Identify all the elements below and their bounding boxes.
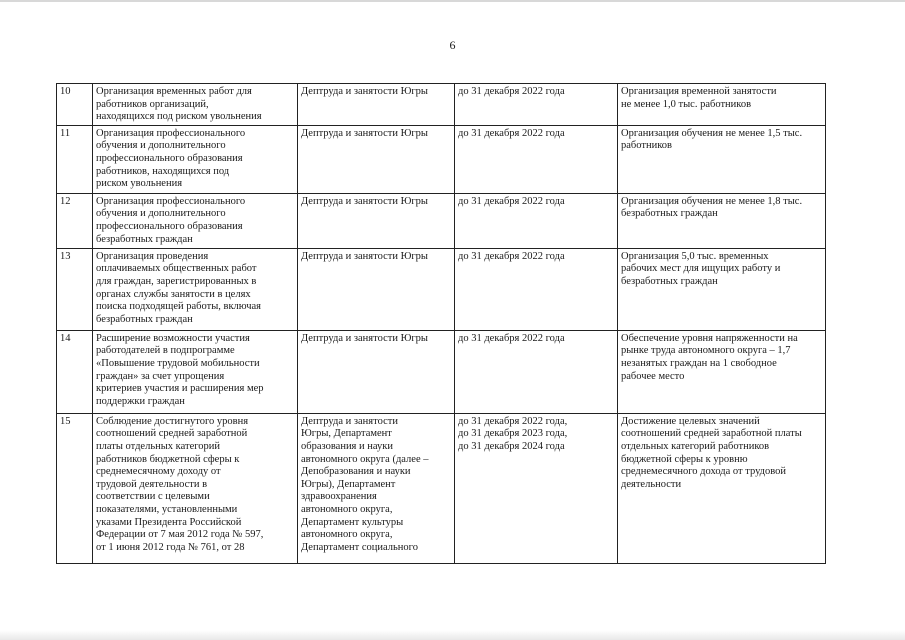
activity-cell bbox=[93, 330, 298, 413]
activity-line: Федерации от 7 мая 2012 года № 597, bbox=[96, 529, 264, 541]
result-line: деятельности bbox=[621, 478, 682, 490]
measures-table bbox=[56, 83, 826, 564]
activity-line: работников, находящихся под bbox=[96, 165, 230, 177]
activity-line: риском увольнения bbox=[96, 178, 183, 190]
activity-line: профессионального образования bbox=[96, 220, 243, 232]
activity-line: безработных граждан bbox=[96, 313, 193, 325]
executor-cell bbox=[298, 84, 455, 126]
activity-cell bbox=[93, 413, 298, 563]
page-number: 6 bbox=[449, 38, 456, 52]
activity-line: оплачиваемых общественных работ bbox=[96, 263, 257, 275]
activity-line: платы отдельных категорий bbox=[96, 440, 221, 452]
table-body bbox=[57, 84, 826, 564]
result-line: Организация обучения не менее 1,8 тыс. bbox=[621, 195, 803, 207]
activity-line: работодателей в подпрограмме bbox=[96, 345, 235, 357]
result-line: бюджетной сферы к уровню bbox=[621, 453, 748, 465]
result-line: рынке труда автономного округа – 1,7 bbox=[621, 345, 791, 357]
table-row bbox=[57, 413, 826, 563]
activity-line: граждан» за счет упрощения bbox=[96, 370, 225, 382]
result-line: рабочее место bbox=[621, 370, 685, 382]
executor-line: Дептруда и занятости Югры bbox=[301, 86, 428, 97]
activity-line: поиска подходящей работы, включая bbox=[96, 301, 262, 313]
result-line: Достижение целевых значений bbox=[621, 415, 760, 427]
page-bottom-edge bbox=[0, 630, 905, 640]
deadline-line: до 31 декабря 2022 года bbox=[458, 250, 565, 262]
result-line: среднемесячного дохода от трудовой bbox=[621, 466, 787, 478]
activity-line: Расширение возможности участия bbox=[96, 332, 250, 344]
result-cell bbox=[618, 413, 826, 563]
table-row bbox=[57, 84, 826, 126]
result-line: незанятых граждан на 1 свободное bbox=[621, 357, 777, 369]
activity-line: соответствии с целевыми bbox=[96, 491, 210, 503]
deadline-cell bbox=[455, 84, 618, 126]
deadline-cell bbox=[455, 248, 618, 330]
activity-line: Организация профессионального bbox=[96, 127, 246, 139]
activity-line: безработных граждан bbox=[96, 233, 193, 245]
result-line: работников bbox=[621, 140, 672, 152]
activity-line: обучения и дополнительного bbox=[96, 140, 226, 152]
result-line: Организация обучения не менее 1,5 тыс. bbox=[621, 127, 803, 139]
result-line: Организация временной занятости bbox=[621, 86, 777, 97]
activity-line: обучения и дополнительного bbox=[96, 208, 226, 220]
activity-line: «Повышение трудовой мобильности bbox=[96, 357, 260, 369]
activity-line: для граждан, зарегистрированных в bbox=[96, 275, 257, 287]
row-number: 14 bbox=[57, 330, 93, 413]
result-cell bbox=[618, 330, 826, 413]
executor-cell bbox=[298, 125, 455, 193]
executor-line: Дептруда и занятости Югры bbox=[301, 127, 428, 139]
executor-line: Депобразования и науки bbox=[301, 466, 411, 478]
activity-line: указами Президента Российской bbox=[96, 516, 242, 528]
row-number: 11 bbox=[57, 125, 93, 193]
row-number: 15 bbox=[57, 413, 93, 563]
activity-line: соотношений средней заработной bbox=[96, 428, 248, 440]
result-cell bbox=[618, 125, 826, 193]
activity-line: Организация проведения bbox=[96, 250, 209, 262]
activity-line: показателями, установленными bbox=[96, 503, 238, 515]
executor-cell bbox=[298, 330, 455, 413]
activity-line: профессионального образования bbox=[96, 152, 243, 164]
activity-cell bbox=[93, 125, 298, 193]
row-number: 13 bbox=[57, 248, 93, 330]
deadline-cell bbox=[455, 330, 618, 413]
page-top-edge bbox=[0, 0, 905, 2]
executor-line: образования и науки bbox=[301, 440, 393, 452]
activity-line: работников бюджетной сферы к bbox=[96, 453, 240, 465]
deadline-line: до 31 декабря 2022 года bbox=[458, 195, 565, 207]
executor-line: автономного округа (далее – bbox=[301, 453, 429, 465]
result-cell bbox=[618, 248, 826, 330]
activity-line: от 1 июня 2012 года № 761, от 28 bbox=[96, 541, 245, 553]
result-cell bbox=[618, 84, 826, 126]
deadline-line: до 31 декабря 2022 года bbox=[458, 127, 565, 139]
executor-line: Дептруда и занятости Югры bbox=[301, 250, 428, 262]
table-row bbox=[57, 193, 826, 248]
activity-cell bbox=[93, 84, 298, 126]
deadline-cell bbox=[455, 125, 618, 193]
row-number: 12 bbox=[57, 193, 93, 248]
activity-line: Организация временных работ для bbox=[96, 86, 252, 97]
deadline-cell bbox=[455, 413, 618, 563]
activity-line: критериев участия и расширения мер bbox=[96, 383, 264, 395]
deadline-line: до 31 декабря 2022 года bbox=[458, 332, 565, 344]
activity-line: среднемесячному доходу от bbox=[96, 466, 221, 478]
activity-line: поддержки граждан bbox=[96, 395, 185, 407]
activity-line: Соблюдение достигнутого уровня bbox=[96, 415, 249, 427]
table-row bbox=[57, 125, 826, 193]
deadline-cell bbox=[455, 193, 618, 248]
executor-cell bbox=[298, 413, 455, 563]
result-line: отдельных категорий работников bbox=[621, 440, 770, 452]
executor-line: автономного округа, bbox=[301, 529, 393, 541]
executor-line: Дептруда и занятости bbox=[301, 415, 398, 427]
executor-line: Югры, Департамент bbox=[301, 428, 392, 440]
result-line: рабочих мест для ищущих работу и bbox=[621, 263, 781, 275]
row-number: 10 bbox=[57, 84, 93, 126]
table-row bbox=[57, 248, 826, 330]
activity-line: работников организаций, bbox=[96, 98, 209, 110]
executor-line: Югры), Департамент bbox=[301, 478, 396, 490]
activity-line: органах службы занятости в целях bbox=[96, 288, 251, 300]
executor-line: Департамент культуры bbox=[301, 516, 404, 528]
activity-line: трудовой деятельности в bbox=[96, 478, 208, 490]
table-row bbox=[57, 330, 826, 413]
deadline-line: до 31 декабря 2023 года, bbox=[458, 428, 568, 440]
executor-line: Дептруда и занятости Югры bbox=[301, 195, 428, 207]
deadline-line: до 31 декабря 2022 года, bbox=[458, 415, 568, 427]
deadline-line: до 31 декабря 2024 года bbox=[458, 440, 565, 452]
activity-line: находящихся под риском увольнения bbox=[96, 111, 262, 123]
activity-cell bbox=[93, 248, 298, 330]
result-line: безработных граждан bbox=[621, 275, 718, 287]
executor-line: Департамент социального bbox=[301, 541, 418, 553]
result-line: Обеспечение уровня напряженности на bbox=[621, 332, 798, 344]
result-line: безработных граждан bbox=[621, 208, 718, 220]
result-cell bbox=[618, 193, 826, 248]
executor-line: автономного округа, bbox=[301, 503, 393, 515]
executor-cell bbox=[298, 248, 455, 330]
result-line: Организация 5,0 тыс. временных bbox=[621, 250, 769, 262]
deadline-line: до 31 декабря 2022 года bbox=[458, 86, 565, 97]
result-line: соотношений средней заработной платы bbox=[621, 428, 802, 440]
activity-cell bbox=[93, 193, 298, 248]
activity-line: Организация профессионального bbox=[96, 195, 246, 207]
result-line: не менее 1,0 тыс. работников bbox=[621, 98, 752, 110]
executor-cell bbox=[298, 193, 455, 248]
executor-line: Дептруда и занятости Югры bbox=[301, 332, 428, 344]
executor-line: здравоохранения bbox=[301, 491, 377, 503]
